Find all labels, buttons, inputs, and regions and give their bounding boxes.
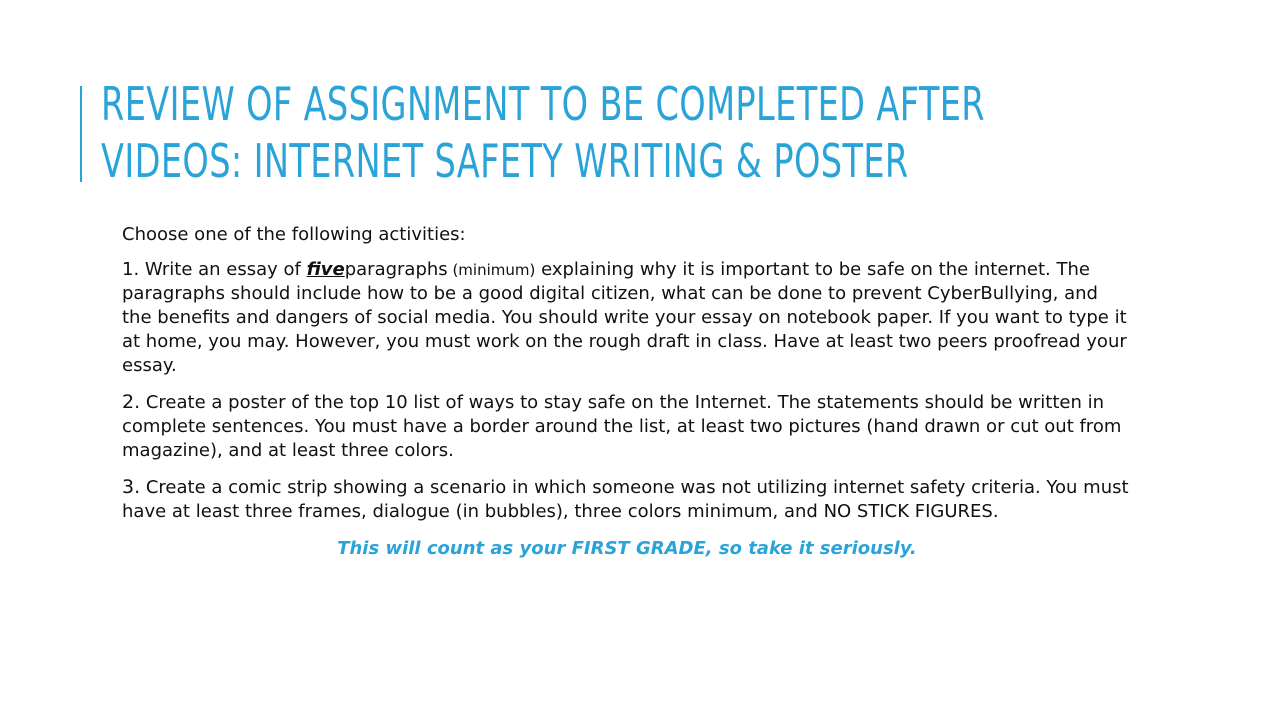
title-accent-bar <box>80 86 82 182</box>
activity-3 <box>122 475 1132 524</box>
activity-2-text: Create a poster of the top 10 list of ways to stay safe on the Internet. The statements should be written in complete sentences. You must have a border around the list, at least two pictures (hand drawn or cut out from magazine), and at least three colors. <box>122 392 1122 461</box>
title-line-1: REVIEW OF ASSIGNMENT TO BE COMPLETED AFTER <box>101 77 986 131</box>
title-line-2: VIDEOS: INTERNET SAFETY WRITING & POSTER <box>101 134 909 188</box>
activity-1 <box>122 258 1132 378</box>
activity-3-number: 3. <box>122 476 141 498</box>
closing-note: This will count as your FIRST GRADE, so take it seriously. <box>337 538 917 559</box>
activity-1-text: explaining why it is important to be safe on the internet. The paragraphs should include how to be a good digital citizen, what can be done to prevent CyberBullying, and the benefits and dangers of social media. You should write your essay on notebook paper. If you want to type it at home, you may. However, you must work on the rough draft in class. Have at least two peers proofread your essay. <box>122 259 1127 376</box>
slide-body <box>122 222 1132 562</box>
activity-1-prefix: 1. Write an essay of <box>122 259 307 280</box>
intro-text: Choose one of the following activities: <box>122 224 466 245</box>
activity-1-emphasis: five <box>306 259 345 280</box>
activity-2-number: 2. <box>122 391 141 413</box>
slide-title <box>101 76 986 190</box>
activity-3-text: Create a comic strip showing a scenario in which someone was not utilizing internet safety criteria. You must have at least three frames, dialogue (in bubbles), three colors minimum, and NO STICK FIGURES. <box>122 477 1129 522</box>
activity-1-word: paragraphs <box>344 259 448 280</box>
activity-1-minimum: (minimum) <box>447 261 536 279</box>
activity-2 <box>122 390 1132 463</box>
